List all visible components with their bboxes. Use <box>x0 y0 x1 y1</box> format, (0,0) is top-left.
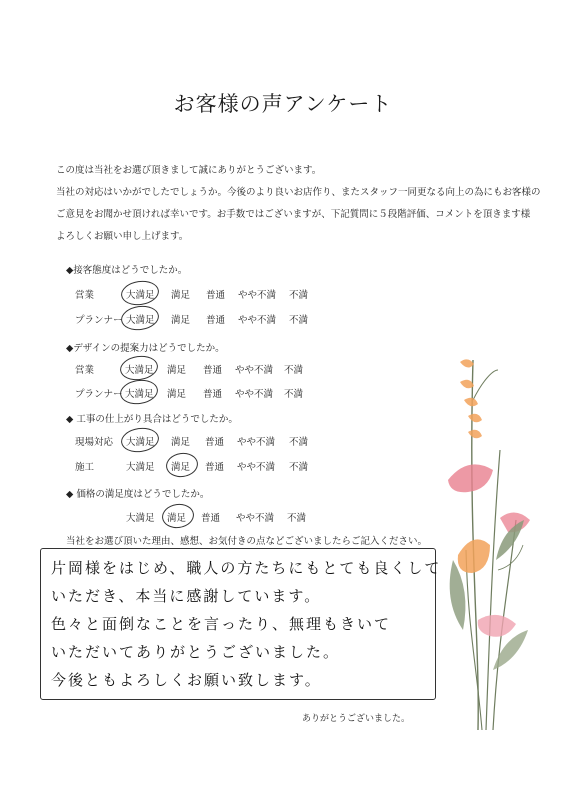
rating-option[interactable]: 大満足 <box>126 513 155 524</box>
closing-text: ありがとうございました。 <box>302 714 411 724</box>
intro-text <box>56 160 541 248</box>
question-finish: ◆ 工事の仕上がり具合はどうでしたか。 <box>66 414 238 425</box>
comment-box[interactable] <box>40 548 442 700</box>
comment-line: 片岡様をはじめ、職人の方たちにもとても良くして <box>51 559 442 577</box>
comment-line: いただき、本当に感謝しています。 <box>51 587 322 605</box>
rating-option[interactable]: 満足 <box>171 437 191 448</box>
rating-option[interactable]: 普通 <box>206 290 226 301</box>
rating-option[interactable]: 不満 <box>289 290 309 301</box>
rating-option[interactable]: 大満足 <box>126 437 155 448</box>
rating-option[interactable]: 不満 <box>284 365 304 376</box>
row-label: プランナー <box>75 315 123 326</box>
selected-circle-mark <box>119 377 160 406</box>
selected-circle-mark <box>160 502 195 530</box>
rating-option[interactable]: 不満 <box>284 389 304 400</box>
rating-option[interactable]: 大満足 <box>126 315 155 326</box>
question-price: ◆ 価格の満足度はどうでしたか。 <box>66 489 210 500</box>
intro-line: 当社の対応はいかがでしたでしょうか。今後のより良いお店作り、またスタッフ一同更なる向上の為にもお客様の <box>56 187 541 198</box>
rating-option[interactable]: 不満 <box>289 462 309 473</box>
rating-option[interactable]: やや不満 <box>236 513 275 524</box>
flower-illustration <box>438 340 538 740</box>
page-title: お客様の声アンケート <box>173 92 393 116</box>
comment-line: 色々と面倒なことを言ったり、無理もきいて <box>51 615 392 633</box>
rating-option[interactable]: 普通 <box>205 462 225 473</box>
rating-option[interactable]: 満足 <box>171 315 191 326</box>
comment-line: 今後ともよろしくお願い致します。 <box>51 671 322 689</box>
rating-option[interactable]: 満足 <box>171 290 191 301</box>
selected-circle-mark <box>164 451 199 479</box>
rating-option[interactable]: やや不満 <box>235 365 274 376</box>
rating-option[interactable]: やや不満 <box>238 315 277 326</box>
question-design: ◆デザインの提案力はどうでしたか。 <box>66 343 225 354</box>
rating-option[interactable]: 大満足 <box>125 389 154 400</box>
rating-option[interactable]: 普通 <box>201 513 221 524</box>
intro-line: よろしくお願い申し上げます。 <box>56 231 189 242</box>
rating-option[interactable]: 普通 <box>205 437 225 448</box>
rating-option[interactable]: やや不満 <box>237 437 276 448</box>
question-reception: ◆接客態度はどうでしたか。 <box>66 265 188 276</box>
comment-line: いただいてありがとうございました。 <box>51 643 341 661</box>
reason-prompt: 当社をお選び頂いた理由、感想、お気付きの点などございましたらご記入ください。 <box>66 536 428 547</box>
row-label: 営業 <box>75 365 95 376</box>
row-label: 施工 <box>75 462 95 473</box>
rating-option[interactable]: 普通 <box>203 365 223 376</box>
selected-circle-mark <box>120 303 161 332</box>
selected-circle-mark <box>119 353 160 382</box>
selected-circle-mark <box>120 278 161 307</box>
rating-option[interactable]: 普通 <box>203 389 223 400</box>
rating-option[interactable]: 満足 <box>167 365 187 376</box>
rating-option[interactable]: やや不満 <box>238 290 277 301</box>
rating-option[interactable]: やや不満 <box>237 462 276 473</box>
intro-line: この度は当社をお選び頂きまして誠にありがとうございます。 <box>56 165 322 176</box>
rating-option[interactable]: 大満足 <box>126 462 155 473</box>
intro-line: ご意見をお聞かせ頂ければ幸いです。お手数ではございますが、下記質問に５段階評価、コメントを頂きます様 <box>56 209 531 220</box>
row-label: プランナー <box>75 389 123 400</box>
rating-option[interactable]: 満足 <box>171 462 191 473</box>
rating-option[interactable]: 普通 <box>206 315 226 326</box>
rating-option[interactable]: 大満足 <box>125 365 154 376</box>
rating-option[interactable]: 不満 <box>289 437 309 448</box>
row-label: 営業 <box>75 290 95 301</box>
rating-option[interactable]: 不満 <box>289 315 309 326</box>
rating-option[interactable]: 不満 <box>287 513 307 524</box>
rating-option[interactable]: やや不満 <box>235 389 274 400</box>
rating-option[interactable]: 満足 <box>167 389 187 400</box>
rating-option[interactable]: 満足 <box>167 513 187 524</box>
rating-option[interactable]: 大満足 <box>126 290 155 301</box>
row-label: 現場対応 <box>75 437 114 448</box>
selected-circle-mark <box>120 425 161 454</box>
